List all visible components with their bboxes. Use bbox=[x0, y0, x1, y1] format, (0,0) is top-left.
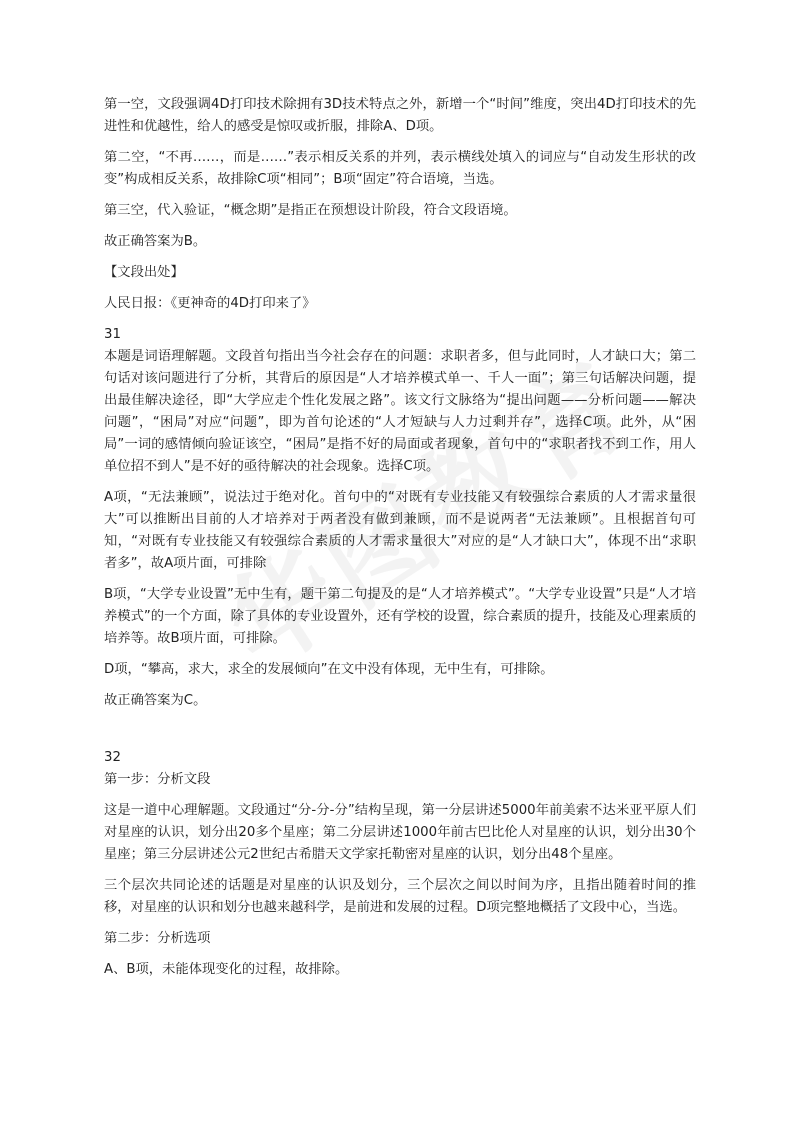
q31-answer: 故正确答案为C。 bbox=[104, 693, 207, 708]
paragraph-answer: 故正确答案为B。 bbox=[104, 234, 207, 249]
question-number-31: 31 bbox=[104, 327, 121, 342]
q32-conclusion: 三个层次共同论述的话题是对星座的认识及划分，三个层次之间以时间为序，且指出随着时间的推移，对星座的认识和划分也越来越科学，是前进和发展的过程。D项完整地概括了文段中心，当选。 bbox=[104, 878, 696, 915]
paragraph-second-blank: 第二空，“不再……，而是……”表示相反关系的并列，表示横线处填入的词应与“自动发生形状的改变”构成相反关系，故排除C项“相同”；B项“固定”符合语境，当选。 bbox=[104, 150, 696, 187]
q32-option-ab: A、B项，未能体现变化的过程，故排除。 bbox=[104, 962, 349, 977]
q32-analysis: 这是一道中心理解题。文段通过“分-分-分”结构呈现，第一分层讲述5000年前美索不达米亚平原人们对星座的认识，划分出20多个星座；第二分层讲述1000年前古巴比伦人对星座的认识，划分出30个星座；第三分层讲述公元2世纪古希腊天文学家托勒密对星座的认识，划分出48个星座。 bbox=[104, 803, 696, 862]
q31-option-a: A项，“无法兼顾”，说法过于绝对化。首句中的“对既有专业技能又有较强综合素质的人才需求量很大”可以推断出目前的人才培养对于两者没有做到兼顾，而不是说两者“无法兼顾”。且根据首句可知，“对既有专业技能又有较强综合素质的人才需求量很大”对应的是“人才缺口大”，体现不出“求职者多”，故A项片面，可排除 bbox=[104, 490, 696, 571]
paragraph-first-blank: 第一空，文段强调4D打印技术除拥有3D技术特点之外，新增一个“时间”维度，突出4D打印技术的先进性和优越性，给人的感受是惊叹或折服，排除A、D项。 bbox=[104, 97, 696, 134]
paragraph-third-blank: 第三空，代入验证，“概念期”是指正在预想设计阶段，符合文段语境。 bbox=[104, 203, 517, 218]
document-page bbox=[104, 94, 696, 990]
source-text: 人民日报：《更神奇的4D打印来了》 bbox=[104, 296, 316, 311]
q31-analysis: 本题是词语理解题。文段首句指出当今社会存在的问题：求职者多，但与此同时，人才缺口大；第二句话对该问题进行了分析，其背后的原因是“人才培养模式单一、千人一面”；第三句话解决问题，提出最佳解决途径，即“大学应走个性化发展之路”。该文行文脉络为“提出问题——分析问题——解决问题”，“困局”对应“问题”，即为首句论述的“人才短缺与人力过剩并存”，选择C项。此外，从“困局”一词的感情倾向验证该空，“困局”是指不好的局面或者现象，首句中的“求职者找不到工作，用人单位招不到人”是不好的亟待解决的社会现象。选择C项。 bbox=[104, 349, 696, 474]
section-gap bbox=[104, 721, 696, 747]
source-heading: 【文段出处】 bbox=[104, 265, 184, 280]
q31-option-d: D项，“攀高，求大，求全的发展倾向”在文中没有体现，无中生有，可排除。 bbox=[104, 662, 554, 677]
question-number-32: 32 bbox=[104, 750, 121, 765]
q32-step-one: 第一步：分析文段 bbox=[104, 772, 211, 787]
q31-option-b: B项，“大学专业设置”无中生有，题干第二句提及的是“人才培养模式”。“大学专业设置”只是“人才培养模式”的一个方面，除了具体的专业设置外，还有学校的设置，综合素质的提升，技能及心理素质的培养等。故B项片面，可排除。 bbox=[104, 587, 696, 646]
q32-step-two: 第二步：分析选项 bbox=[104, 931, 211, 946]
